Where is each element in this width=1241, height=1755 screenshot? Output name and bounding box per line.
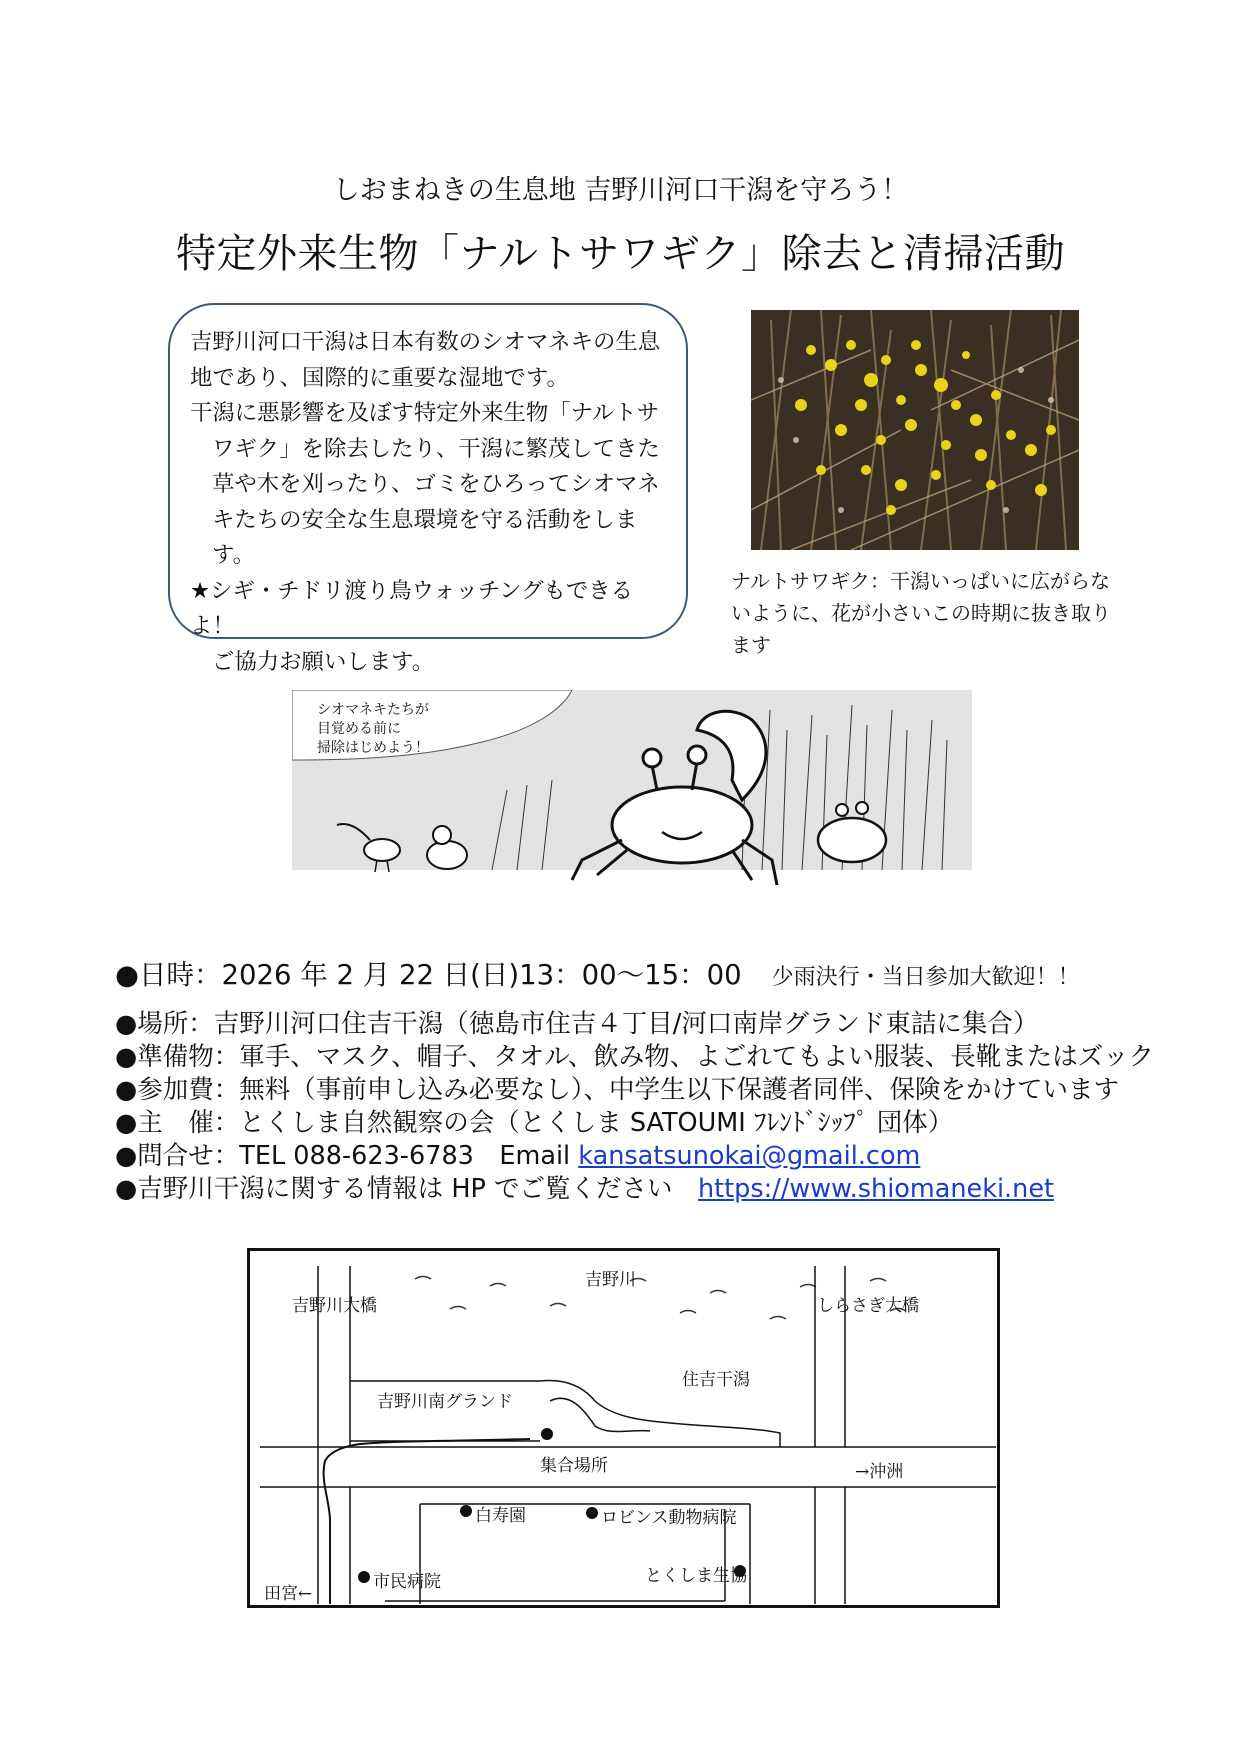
event-items: ●準備物：軍手、マスク、帽子、タオル、飲み物、よごれてもよい服装、長靴またはズック — [115, 1042, 1154, 1072]
intro-speech-bubble — [168, 303, 688, 675]
speech-line-3: 掃除はじめよう！ — [317, 739, 429, 755]
event-place: ●場所：吉野川河口住吉干潟（徳島市住吉４丁目/河口南岸グランド東詰に集合） — [115, 1009, 1039, 1039]
crab-cartoon-illustration — [292, 690, 972, 910]
speech-line-1: シオマネキたちが — [317, 701, 429, 717]
map-label-okinosu: →沖洲 — [855, 1462, 904, 1482]
map-label-shimin-hospital: 市民病院 — [373, 1572, 441, 1592]
page-title: 特定外来生物「ナルトサワギク」除去と清掃活動 — [176, 231, 1065, 277]
email-link[interactable]: kansatsunokai@gmail.com — [578, 1141, 921, 1171]
event-contact — [115, 1136, 1215, 1172]
contact-prefix: ●問合せ：TEL 088-623-6783 Email — [115, 1141, 579, 1171]
photo-caption: ナルトサワギク：干潟いっぱいに広がらないように、花が小さいこの時期に抜き取ります — [731, 569, 1111, 657]
website-link[interactable]: https://www.shiomaneki.net — [698, 1174, 1055, 1204]
intro-line-1: 吉野川河口干潟は日本有数のシオマネキの生息地であり、国際的に重要な湿地です。 — [190, 329, 661, 391]
event-fee: ●参加費：無料（事前申し込み必要なし）、中学生以下保護者同伴、保険をかけています — [115, 1075, 1120, 1105]
map-label-yoshino-bridge: 吉野川大橋 — [292, 1296, 377, 1316]
narutosawagiku-photo — [751, 310, 1079, 550]
speech-line-2: 目覚める前に — [317, 720, 401, 736]
website-prefix: ●吉野川干潟に関する情報は HP でご覧ください — [115, 1174, 699, 1204]
map-label-meeting-point: 集合場所 — [540, 1456, 608, 1476]
intro-line-4: ご協力お願いします。 — [212, 648, 435, 675]
map-label-coop: とくしま生協 — [645, 1566, 747, 1586]
intro-line-2: 干潟に悪影響を及ぼす特定外来生物「ナルトサワギク」を除去したり、干潟に繁茂してきた草や木を刈ったり、ゴミをひろってシオマネキたちの安全な生息環境を守る活動をします。 — [190, 400, 660, 568]
access-map — [247, 1248, 1000, 1608]
event-datetime: ●日時：2026 年 2 月 22 日(日)13：00～15：00 — [115, 959, 742, 991]
event-organizer: ●主 催：とくしま自然観察の会（とくしま SATOUMI ﾌﾚﾝﾄﾞｼｯﾌﾟ 団体） — [115, 1108, 954, 1138]
rain-note: 少雨決行・当日参加大歓迎！！ — [771, 965, 1080, 990]
intro-line-3: ★シギ・チドリ渡り鳥ウォッチングもできるよ！ — [190, 577, 634, 639]
map-label-shirasagi-bridge: しらさぎ大橋 — [817, 1296, 919, 1316]
event-datetime-line — [115, 952, 1215, 992]
map-label-hakujuen: 白寿園 — [475, 1506, 526, 1526]
map-label-tidal-flat: 住吉干潟 — [682, 1370, 750, 1390]
map-label-tamiya: 田宮← — [264, 1584, 313, 1604]
flower-photo-image — [751, 310, 1079, 550]
cartoon-image — [292, 690, 972, 910]
subtitle: しおまねきの生息地 吉野川河口干潟を守ろう！ — [332, 175, 909, 206]
map-label-robins: ロビンス動物病院 — [601, 1508, 737, 1528]
map-label-ground: 吉野川南グランド — [377, 1392, 513, 1412]
event-website — [115, 1169, 1215, 1205]
map-label-river: 吉野川 — [585, 1270, 636, 1290]
